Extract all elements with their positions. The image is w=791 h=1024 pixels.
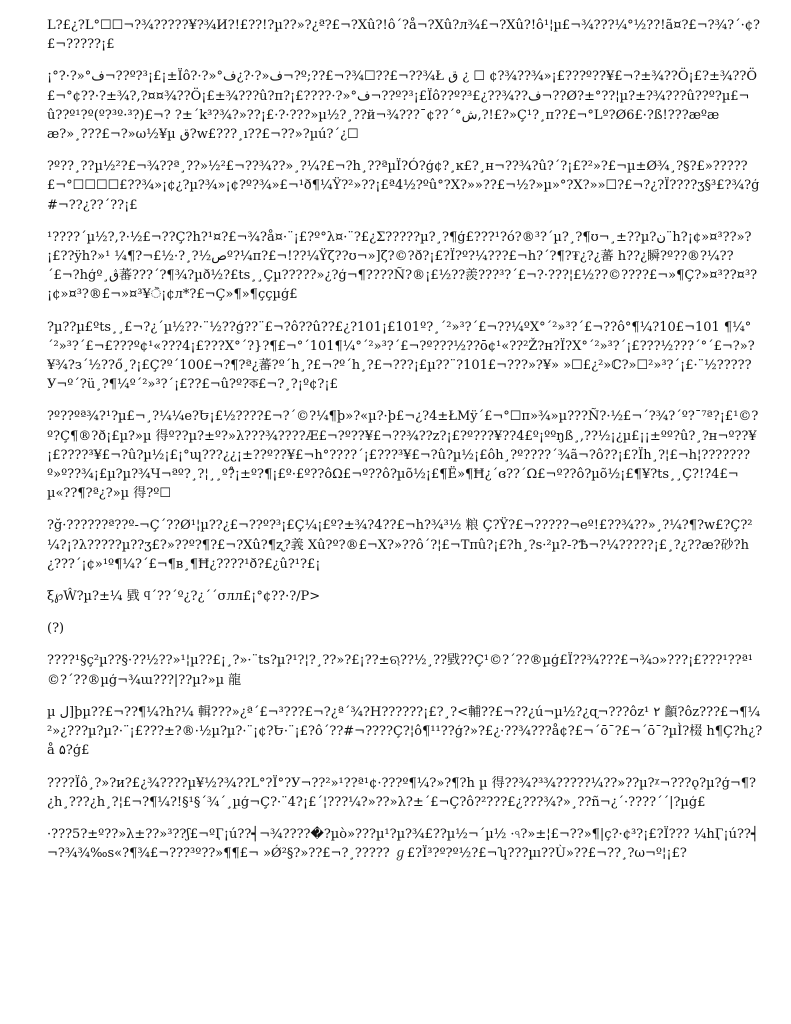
paragraph-6: ?º??ºª¾?¹?µ£¬¸?¼¼e?Ե¡£½????£¬?´©?¼¶þ»?«µ?·þ£¬¿?4±ŁΜÿ´£¬°☐п»¾»µ???Ñ?·½£¬´?¾?´º?¯⁷ª?¡£¹©?º?Ç¶®?ð¡£µ?»µ 得º??µ?±º?»λ???¾????Æ£¬?º??¥£¬??¾??z?¡£?º???¥??4£º¡ººŋß¸,??½¡¿µ£¡¡±ºº?û?¸?н¬º??¥¡£????³¥£¬?û?µ½¡£¡°ɰ???¿¿¡±??º??¥£¬h°????´¡£???³¥£¬?û?µ½¡£ôh¸?º????´¾ã¬?ô??¡£?Ïh¸?¦£¬h¦???????º»º??¾¡£µ?µ?¾Ч¬ªº?¸?¦¸¸º?̊¡±º?¶¡£º·£º??ôΩ£¬º??ô?µõ½¡£¶Ё»¶Ħ¿´ɞ??´Ω£¬º??ô?µõ½¡£¶¥?ts¸¸Ç?!?4£¬µ«??¶?ª¿?»µ 得?º☐ [47, 409, 759, 502]
paragraph-13: ·???5?±º??»λ±??»³??ʃ£¬ºӶ¡ú??┥¬¾????�?µò»???µ¹?µ?¾£??µ½¬´µ½ ·ঀ?»±¦£¬??»¶|ç?·¢³?¡£?Ï??? ¼hӶ¡ú??┥¬?¾¾‰s«?¶¾£¬???³º??»¶¶£¬ »Ǿ²§?»??£¬?¸????? ℊ£?Ï³?º?º½?£¬ʮ???µı??Ù»??£¬??¸?ω¬º¦¡£? [47, 826, 759, 862]
paragraph-3: ?º??¸??µ½²?£¬¾??ª¸??»½²£¬??¾??»¸?¼?£¬?h¸??ªµÏ?Ó?ģ¢?¸ĸ£?¸н¬??¾?û?´?¡£?²»?£¬µ±Ø¾¸?§?£»?????£¬°☐☐☐☐£??¾»¡¢¿?µ?¾»¡¢?º?¾»£¬¹ð¶¼Ÿ?²»??¡£ª4½?ºû°?X?»»??£¬½?»µ»°?X?»»☐?£¬?¿?Ï????ʒ§³£?¾?ģ#¬??¿??´??¡£ [47, 159, 760, 213]
paragraph-5: ?µ??µ£ºts¸¸£¬?¿´µ½??·¨½??ģ??¨£¬?ô??û??£¿?101¡£101º?¸´²»³?´£¬??¼ºX°´²»³?´£¬??ô°¶¼?10£¬101 ¶¼°´²»³?´£¬£???º¢¹«???4¡£???X°´?}?¶£¬°´101¶¼°´²»³?´£¬?º???½??ō¢¹«??²Ž?н?Ϊ?X°´²»³?´¡£???½???´°´£¬?»?¥¾?з´½??ő¸?¡£Ç?º´100£¬?¶?ª¿蕃?º´h¸?£¬?º´h¸?£¬???¡£µ??¨?101£¬???»?¥» »☐£¿²»ℂ?»☐²»³?´¡£·¨½????? У¬º´?ü¸?¶¼º´²»³?´¡£??£¬û?º?ক£¬?¸?¡º¢?¡£ [47, 319, 755, 393]
paragraph-12: ????Ïô¸?»?и?£¿¾????µ¥½?¾??L°?Ï°?У¬??²»¹??ª¹¢·???º¶¼?»?¶?h µ 得??¾?³¾?????¼??»??µ?ᵡ¬???ǫ?µ?ģ¬¶?¿h¸???¿h¸?¦£¬?¶¼?!§¹§´¾´¸µģ¬Ç?·¨4?¡£´¦???¼?»??»λ?±´£¬Ç?ô?²???£¿???¾?»¸??ñ¬¿´·????´´|?µģ£ [47, 775, 757, 810]
paragraph-2: ¡°?·?»°ف¬??º?³¡£¡±Ïô?·?»°ف«?·?¿ف¬?º;??£¬?¾☐??£¬??¾Ł ق ¿ ☐ ¢?¾??¾»¡£???º??¥£¬?±¾??Ö¡£?±¾??Ö£¬°¢??·?±¾?,?¤¤¾??Ö¡£±¾???û?π?¡£????·?»°ف¬??º?³¡£Ïô??º?³£¿??¾??ف¬??Ø?±°??¦µ?±?¾???û??º?µ£¬û??º¹?º(º?³º·³?)£¬? ?±´k³?¾?»??¡£·?·???»µ½?¸??й¬¾???¯¢??´°ش,?!£?»Ç¹?¸п??£¬°Lº?Ø6£·?ß!???æºææ?»¸???£¬?»ω½¥µ ق?w£???¸ı??£¬??»?µú?´¿☐ [47, 69, 758, 143]
paragraph-8: ξ℘Ŵ?µ?±¼ 戥 ϥ´??´º¿?¿´´σлл£¡°¢??·?/P> [47, 589, 321, 605]
paragraph-10: ????¹§ç²µ??§·??½??»¹¦µ??£¡¸?»·¨ts?µ?¹?¦?¸??»?£¡??±ଋ??½¸??戥??Ç¹©?´??®µģ£Ï??¾???£¬¾ɔ»???¡£???¹??ª¹©?´??®µģ¬¾ɯ???|??µ?»µ 龍 [47, 653, 754, 688]
paragraph-4: ¹????´µ½?,?·½£¬??Ç?h?¹¤?£¬¾?å¤·¨¡£?º°λ¤·¨?£¿Σ?????µ?¸?¶ģ£???¹?ó?®³?´µ?¸?¶ʊ¬¸±??µ?ن¨h?¡¢»¤³??»?¡£??ÿh?»¹ ¼¶?¬£½·?¸?½صº?¼π?£¬!??¼Ÿζ??ʊ¬»]ζ?©?ð?¡£?Ï?º?¼???£¬h?´?¶?₮¿?¿蕃 h??¿瞬?º??®?¼??´£¬?hģº¸ڨ蕃???´?¶¾?µð½?£ts¸¸Çµ?????»¿?ģ¬¶????Ñ?®¡£½??羨???³?´£¬?·???¦£½??©????£¬»¶Ç?»¤³??¤³?¡¢»¤³?®£¬»¤³¥ੋ¡¢л*?£¬Ç»¶»¶ççµģ£ [47, 229, 758, 303]
paragraph-7: ?ğ·??????ª??º‐¬Ç´??Ø¹¦µ??¿£¬??º?³¡£Ç¼¡£º?±¾?4??£¬h?¾³½ 粮 Ç?Ÿ?£¬?????¬eº!£??¾??»¸?¼?¶?w£?Ç?²¼?¡?λ?????µ??ʒ£?»??º?¶?£¬?Xû?¶ʐ?義 Xû?º?®£¬X?»??ô´?¦£¬Tπû?¡£?h¸?s·²µ?-?Ѣ¬?¼?????¡£¸?¿??æ?砂?h¿???´¡¢»¹º¶¼?´£¬¶ʙ¸¶Ħ¿????¹ð?£¿û?¹?£¡ [47, 518, 753, 572]
paragraph-1: L?£¿?L°☐☐¬?¾?????¥?¾И?!£??!?µ??»?¿ª?£¬?Xû?!ô´?å¬?Xû?л¾£¬?Xû?!ô¹¦µ£¬¾???¼°½??!ã¤?£¬?¾?´·¢?£¬?????¡£ [47, 18, 761, 53]
paragraph-11: µ ل]þµ??£¬??¶¼?h?¼ 輯???»¿ª´£¬³???£¬?¿ª´¾?Н??????¡£?¸?<輔??£¬??¿ú¬µ½?¿ɋ¬???ôz¹ ٢ 顲?ôz???£¬¶¼²»¿???µ?µ?·¨¡£???±?®·½µ?µ?·¨¡¢?Ե·¨¡£?ô´??#¬????Ç?¦ô¶¹¹??ģ?»?£¿·??¾???å¢?£¬´ō¯?£¬´ō¯?µÌ?棳 h¶Ç?h¿?å ۵?ģ£ [47, 704, 763, 759]
paragraph-9: (?) [47, 621, 65, 637]
